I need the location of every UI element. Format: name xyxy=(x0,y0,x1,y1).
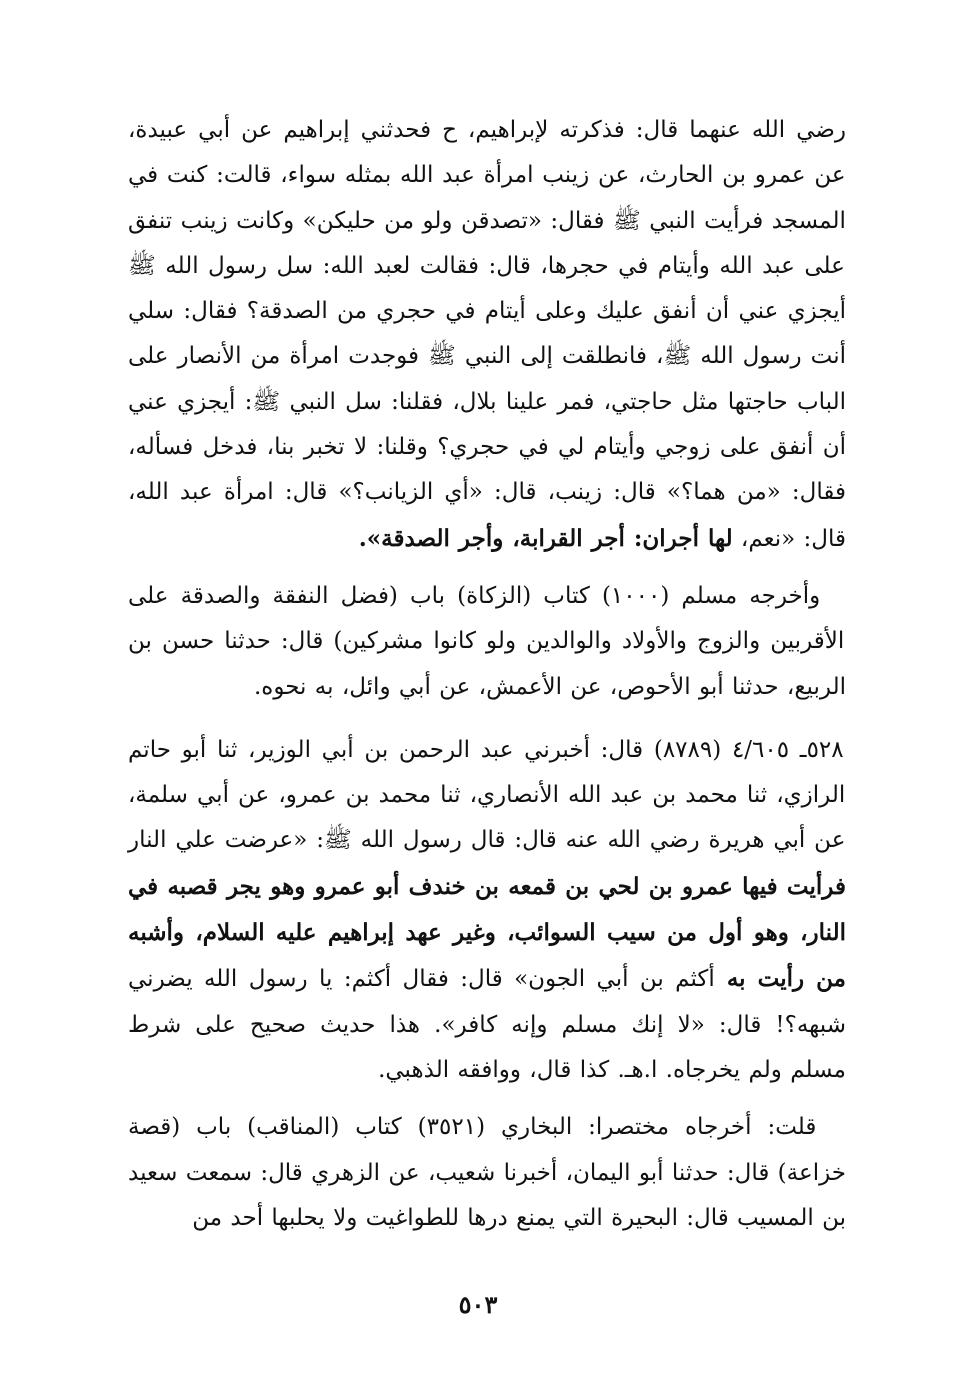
text-line: فرأيت فيها عمرو بن لحي بن قمعه بن خندف أبو عمرو وهو يجر قصبه في النار، xyxy=(128,872,846,947)
text-line: خزاعة) قال: حدثنا أبو اليمان، أخبرنا شعيب، عن الزهري قال: سمعت xyxy=(177,1159,846,1186)
text-line: عن أبي هريرة رضي الله عنه قال: قال رسول الله ﷺ: «عرضت علي النار xyxy=(128,827,846,854)
text-line: ٥٢٨ـ ٤/٦٠٥ (٨٧٨٩) قال: أخبرني عبد الرحمن بن أبي الوزير، ثنا أبو حاتم xyxy=(128,736,844,763)
paragraph-hadith-zainab xyxy=(128,108,846,562)
text-line: إنك مسلم وإنه كافر». هذا حديث صحيح على شرط مسلم ولم يخرجاه. ا.هـ. xyxy=(128,1011,846,1083)
paragraph-muslim-takhrij xyxy=(128,574,846,710)
text-line: وأخرجه مسلم (١٠٠٠) كتاب (الزكاة) باب (فضل النفقة والصدقة على xyxy=(128,582,821,609)
text-line: كذا قال، ووافقه الذهبي. xyxy=(378,1056,610,1083)
text-line: أيجزي عني أن أنفق عليك وعلى أيتام في حجري من الصدقة؟ فقال: سلي أنت xyxy=(128,298,846,370)
page-body xyxy=(128,108,846,1241)
text-line: على عبد الله وأيتام في حجرها، قال: فقالت لعبد الله: سل رسول الله ﷺ xyxy=(128,252,845,279)
page-number: ٥٠٣ xyxy=(458,1290,498,1319)
text-line: الربيع، حدثنا أبو الأحوص، عن الأعمش، عن أبي وائل، به نحوه. xyxy=(253,673,846,700)
text-line: المسجد فرأيت النبي ﷺ فقال: «تصدقن ولو من حليكن» وكانت زينب تنفق xyxy=(128,207,846,234)
text-line: «من هما؟» قال: زينب، قال: «أي الزيانب؟» قال: امرأة عبد الله، قال: «نعم، xyxy=(128,479,846,552)
text-line: الأقربين والزوج والأولاد والوالدين ولو كانوا مشركين) قال: حدثنا حسن بن xyxy=(128,628,845,655)
text-line: أنفق على زوجي وأيتام لي في حجري؟ وقلنا: لا تخبر بنا، فدخل فسأله، فقال: xyxy=(128,434,846,506)
text-line: رسول الله ﷺ، فانطلقت إلى النبي ﷺ فوجدت امرأة من الأنصار على الباب xyxy=(128,343,846,415)
text-line: سعيد بن المسيب قال: البحيرة التي يمنع درها للطواغيت ولا يحلبها أحد من xyxy=(128,1159,846,1231)
text-line: قلت: أخرجاه مختصرا: البخاري (٣٥٢١) كتاب (المناقب) باب (قصة xyxy=(128,1114,817,1141)
text-line: عمرو بن الحارث، عن زينب امرأة عبد الله بمثله سواء، قالت: كنت في xyxy=(128,162,806,189)
paragraph-qultu-takhrij xyxy=(128,1105,846,1241)
text-line: وهو أول من سيب السوائب، وغير عهد إبراهيم عليه السلام، وأشبه من رأيت به xyxy=(128,919,846,993)
text-line: لها أجران: أجر القرابة، وأجر الصدقة». xyxy=(358,524,733,552)
text-line: أكثم بن أبي الجون» قال: فقال أكثم: يا رسول الله يضرني شبهه؟! قال: «لا xyxy=(128,966,846,1038)
text-line: الرازي، ثنا محمد بن عبد الله الأنصاري، ثنا محمد بن عمرو، عن أبي سلمة، xyxy=(128,782,846,809)
paragraph-hadith-528 xyxy=(128,728,846,1093)
text-line: رضي الله عنهما قال: فذكرته لإبراهيم، ح فحدثني إبراهيم عن أبي عبيدة، عن xyxy=(128,117,846,189)
text-line: حاجتها مثل حاجتي، فمر علينا بلال، فقلنا: سل النبي ﷺ: أيجزي عني أن xyxy=(128,388,846,461)
